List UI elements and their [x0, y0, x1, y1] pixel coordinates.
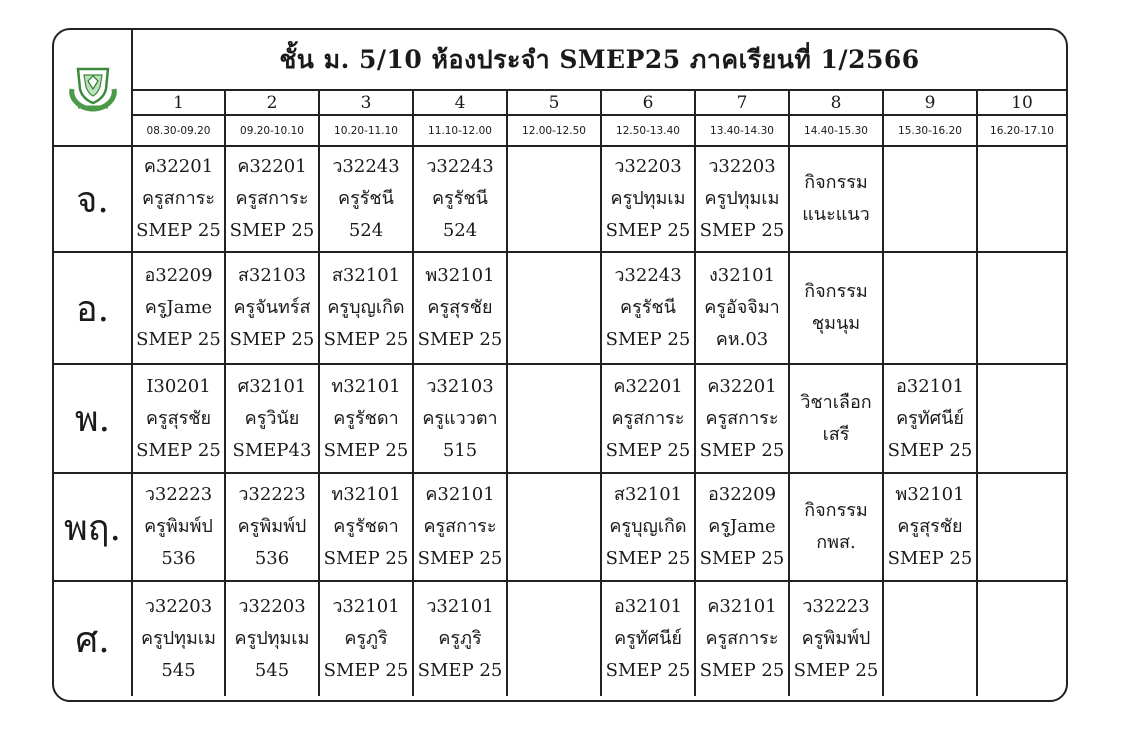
course-code: ศ32101	[237, 375, 307, 397]
teacher-name: ครูรัชนี	[338, 188, 394, 209]
schedule-cell	[695, 581, 789, 696]
room: SMEP 25	[887, 439, 973, 461]
teacher-name: ครูพิมพ์ป	[144, 516, 213, 537]
room: 545	[161, 660, 196, 681]
teacher-name: ครูจันทร์ส	[233, 297, 311, 318]
teacher-name: ครูวินัย	[244, 407, 300, 429]
course-code: กิจกรรม	[804, 172, 868, 193]
period-number: 2	[225, 90, 319, 115]
schedule-cell	[319, 364, 413, 473]
schedule-cell	[977, 473, 1066, 581]
schedule-cell	[225, 581, 319, 696]
period-time: 09.20-10.10	[225, 115, 319, 146]
course-code: ว32203	[614, 156, 682, 177]
room: SMEP 25	[229, 220, 315, 241]
room: SMEP 25	[136, 329, 221, 350]
room: SMEP 25	[605, 329, 691, 350]
schedule-cell	[883, 364, 977, 473]
period-time-row	[54, 115, 1066, 146]
teacher-name: ครูสุรชัย	[427, 297, 493, 318]
schedule-cell	[883, 146, 977, 252]
teacher-name: ครูปทุมเม	[234, 628, 310, 649]
course-code: ท32101	[331, 375, 401, 397]
teacher-name: ครูภูริ	[438, 628, 482, 649]
room: คห.03	[715, 329, 769, 350]
period-time: 15.30-16.20	[883, 115, 977, 146]
course-code: ค32201	[143, 156, 214, 177]
course-code: ว32101	[426, 596, 494, 617]
room: SMEP 25	[229, 329, 315, 350]
course-code: ว32223	[144, 484, 213, 505]
room: SMEP 25	[323, 660, 409, 681]
schedule-cell	[507, 364, 601, 473]
teacher-name: ครูรัชดา	[333, 516, 399, 537]
period-number: 3	[319, 90, 413, 115]
room: SMEP 25	[136, 220, 221, 241]
schedule-cell	[507, 473, 601, 581]
day-row	[54, 364, 1066, 473]
course-code: ค32201	[613, 375, 683, 397]
period-number: 5	[507, 90, 601, 115]
timetable-frame	[52, 28, 1068, 702]
schedule-cell	[883, 252, 977, 364]
schedule-cell	[413, 252, 507, 364]
teacher-name: ครูรัชนี	[432, 188, 488, 209]
teacher-name: ชุมนุม	[811, 313, 861, 334]
schedule-cell	[789, 473, 883, 581]
course-code: ว32103	[426, 375, 494, 397]
course-code: กิจกรรม	[804, 500, 868, 521]
period-time: 10.20-11.10	[319, 115, 413, 146]
period-time: 08.30-09.20	[132, 115, 225, 146]
schedule-cell	[225, 473, 319, 581]
teacher-name: ครูJame	[144, 297, 213, 318]
room: 545	[254, 660, 290, 681]
day-label: จ.	[54, 146, 132, 252]
schedule-cell	[413, 364, 507, 473]
schedule-cell	[507, 146, 601, 252]
teacher-name: ครูสการะ	[705, 628, 779, 649]
day-label: อ.	[54, 252, 132, 364]
teacher-name: ครูสการะ	[423, 516, 497, 537]
course-code: ง32101	[708, 265, 776, 286]
period-number: 4	[413, 90, 507, 115]
course-code: ว32203	[144, 596, 213, 617]
room: SMEP 25	[605, 660, 691, 681]
day-label: พฤ.	[54, 473, 132, 581]
room: 515	[442, 439, 478, 461]
schedule-cell	[695, 252, 789, 364]
teacher-name: ครูรัชนี	[620, 297, 676, 318]
schedule-cell	[977, 581, 1066, 696]
course-code: ว32223	[802, 596, 870, 617]
schedule-cell	[883, 581, 977, 696]
room: SMEP 25	[323, 329, 409, 350]
teacher-name: ครูบุญเกิด	[327, 297, 405, 318]
schedule-cell	[695, 146, 789, 252]
course-code: พ32101	[895, 484, 965, 505]
course-code: ว32243	[332, 156, 400, 177]
schedule-cell	[132, 473, 225, 581]
teacher-name: ครูรัชดา	[333, 407, 399, 429]
period-number: 8	[789, 90, 883, 115]
teacher-name: ครูพิมพ์ป	[801, 628, 871, 649]
teacher-name: แนะแนว	[802, 204, 870, 225]
room: 536	[254, 548, 290, 569]
course-code: ค32101	[425, 484, 495, 505]
course-code: ค32101	[707, 596, 777, 617]
course-code: ท32101	[331, 484, 401, 505]
period-time: 14.40-15.30	[789, 115, 883, 146]
course-code: อ32101	[613, 596, 683, 617]
room: SMEP 25	[417, 329, 503, 350]
course-code: ว32243	[426, 156, 494, 177]
course-code: อ32209	[144, 265, 213, 286]
schedule-cell	[413, 581, 507, 696]
room: SMEP 25	[605, 439, 691, 461]
course-code: อ32209	[707, 484, 777, 505]
schedule-cell	[507, 581, 601, 696]
timetable	[54, 30, 1066, 696]
teacher-name: ครูปทุมเม	[141, 628, 216, 649]
room: SMEP 25	[323, 439, 409, 461]
teacher-name: ครูอัจจิมา	[704, 297, 780, 318]
course-code: ว32223	[238, 484, 306, 505]
course-code: ส32101	[331, 265, 401, 286]
teacher-name: ครูทัศนีย์	[896, 407, 964, 429]
course-code: ว32101	[332, 596, 400, 617]
teacher-name: กพส.	[816, 532, 856, 553]
course-code: พ32101	[425, 265, 495, 286]
schedule-cell	[225, 364, 319, 473]
schedule-cell	[132, 252, 225, 364]
teacher-name: เสรี	[822, 423, 850, 445]
teacher-name: ครูบุญเกิด	[609, 516, 687, 537]
room: SMEP 25	[699, 439, 785, 461]
period-number: 1	[132, 90, 225, 115]
course-code: ว32203	[708, 156, 776, 177]
schedule-cell	[319, 146, 413, 252]
room: SMEP 25	[417, 660, 503, 681]
period-number: 6	[601, 90, 695, 115]
schedule-cell	[319, 252, 413, 364]
schedule-cell	[601, 473, 695, 581]
teacher-name: ครูปทุมเม	[610, 188, 686, 209]
room: 536	[161, 548, 196, 569]
room: SMEP43	[232, 439, 312, 461]
room: SMEP 25	[605, 220, 691, 241]
period-time: 12.50-13.40	[601, 115, 695, 146]
teacher-name: ครูแววตา	[422, 407, 498, 429]
schedule-cell	[883, 473, 977, 581]
schedule-cell	[319, 473, 413, 581]
schedule-cell	[977, 252, 1066, 364]
room: 524	[442, 220, 478, 241]
teacher-name: ครูทัศนีย์	[614, 628, 682, 649]
period-number-row	[54, 90, 1066, 115]
schedule-cell	[977, 364, 1066, 473]
day-row	[54, 146, 1066, 252]
course-code: ว32243	[614, 265, 682, 286]
room: SMEP 25	[699, 220, 785, 241]
teacher-name: ครูสการะ	[705, 407, 779, 429]
schedule-cell	[225, 146, 319, 252]
schedule-cell	[789, 146, 883, 252]
school-logo-cell	[54, 30, 132, 146]
teacher-name: ครูปทุมเม	[704, 188, 780, 209]
day-row	[54, 581, 1066, 696]
course-code: ส32101	[613, 484, 683, 505]
room: SMEP 25	[417, 548, 503, 569]
teacher-name: ครูJame	[708, 516, 776, 537]
schedule-cell	[319, 581, 413, 696]
schedule-cell	[601, 252, 695, 364]
schedule-cell	[413, 146, 507, 252]
course-code: ค32201	[707, 375, 777, 397]
teacher-name: ครูสุรชัย	[145, 407, 212, 429]
room: 524	[348, 220, 384, 241]
period-number: 9	[883, 90, 977, 115]
course-code: อ32101	[895, 375, 965, 397]
teacher-name: ครูสการะ	[611, 407, 685, 429]
room: SMEP 25	[605, 548, 691, 569]
period-time: 12.00-12.50	[507, 115, 601, 146]
schedule-cell	[601, 581, 695, 696]
schedule-cell	[225, 252, 319, 364]
schedule-cell	[132, 364, 225, 473]
course-code: วิชาเลือก	[800, 391, 872, 413]
schedule-cell	[132, 146, 225, 252]
period-time: 16.20-17.10	[977, 115, 1066, 146]
course-code: I30201	[146, 375, 211, 397]
teacher-name: ครูพิมพ์ป	[237, 516, 307, 537]
teacher-name: ครูภูริ	[344, 628, 388, 649]
schedule-cell	[789, 364, 883, 473]
room: SMEP 25	[699, 548, 785, 569]
schedule-cell	[695, 364, 789, 473]
schedule-cell	[789, 252, 883, 364]
day-row	[54, 473, 1066, 581]
period-time: 13.40-14.30	[695, 115, 789, 146]
schedule-cell	[507, 252, 601, 364]
room: SMEP 25	[699, 660, 785, 681]
timetable-title: ชั้น ม. 5/10 ห้องประจำ SMEP25 ภาคเรียนที่ 1/2566	[132, 30, 1066, 90]
room: SMEP 25	[887, 548, 973, 569]
teacher-name: ครูสการะ	[141, 188, 216, 209]
room: SMEP 25	[136, 439, 221, 461]
period-time: 11.10-12.00	[413, 115, 507, 146]
schedule-cell	[977, 146, 1066, 252]
room: SMEP 25	[793, 660, 879, 681]
period-number: 10	[977, 90, 1066, 115]
period-number: 7	[695, 90, 789, 115]
teacher-name: ครูสการะ	[235, 188, 309, 209]
course-code: กิจกรรม	[804, 281, 868, 302]
schedule-cell	[601, 146, 695, 252]
course-code: ว32203	[238, 596, 306, 617]
course-code: ส32103	[237, 265, 307, 286]
schedule-cell	[601, 364, 695, 473]
schedule-cell	[789, 581, 883, 696]
school-logo-icon	[66, 59, 120, 113]
teacher-name: ครูสุรชัย	[897, 516, 963, 537]
room: SMEP 25	[323, 548, 409, 569]
schedule-cell	[413, 473, 507, 581]
day-row	[54, 252, 1066, 364]
schedule-cell	[695, 473, 789, 581]
schedule-cell	[132, 581, 225, 696]
day-label: ศ.	[54, 581, 132, 696]
day-label: พ.	[54, 364, 132, 473]
course-code: ค32201	[237, 156, 307, 177]
